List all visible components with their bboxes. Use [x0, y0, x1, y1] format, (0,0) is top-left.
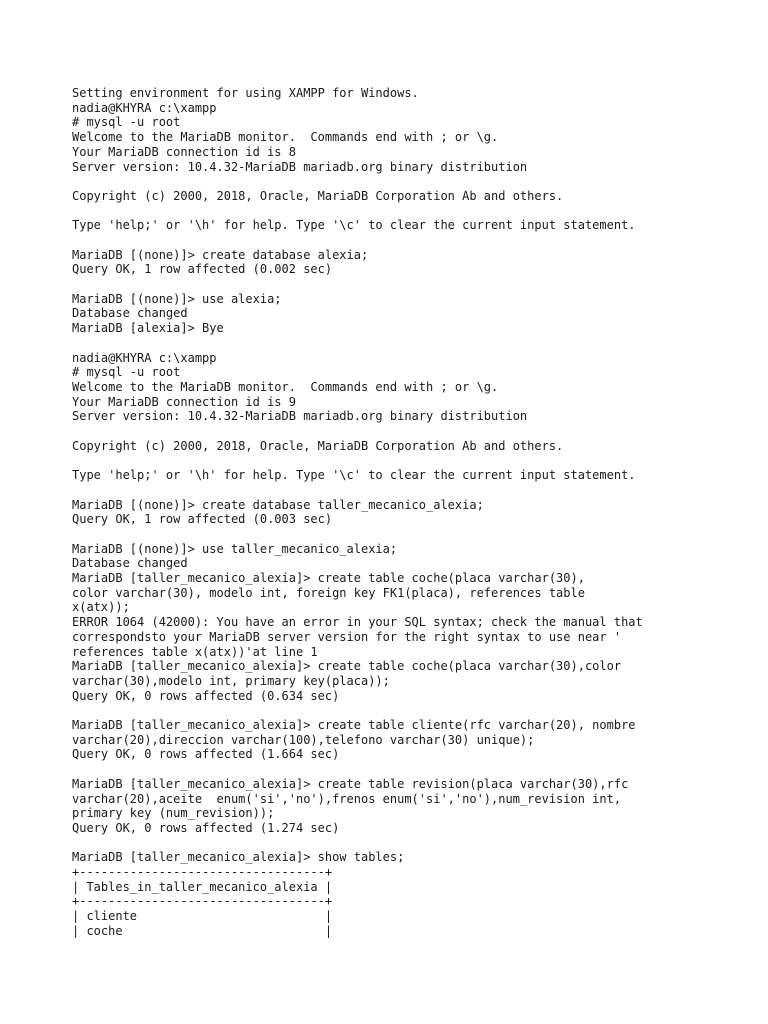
console-line	[72, 336, 732, 351]
console-line: references table x(atx))'at line 1	[72, 644, 318, 659]
console-line: MariaDB [(none)]> use taller_mecanico_alexia;	[72, 541, 398, 556]
console-line	[72, 204, 732, 219]
console-line: Welcome to the MariaDB monitor. Commands end with ; or \g.	[72, 130, 499, 145]
console-line: Your MariaDB connection id is 8	[72, 144, 296, 159]
console-line: +----------------------------------+	[72, 865, 333, 880]
console-line: Copyright (c) 2000, 2018, Oracle, MariaDB Corporation Ab and others.	[72, 438, 564, 453]
console-line: MariaDB [taller_mecanico_alexia]> create table cliente(rfc varchar(20), nombre	[72, 718, 636, 733]
console-line: varchar(20),direccion varchar(100),telefono varchar(30) unique);	[72, 732, 535, 747]
console-line	[72, 174, 732, 189]
console-line	[72, 233, 732, 248]
console-line: ERROR 1064 (42000): You have an error in your SQL syntax; check the manual that	[72, 615, 643, 630]
console-line: MariaDB [taller_mecanico_alexia]> show tables;	[72, 850, 405, 865]
console-line: Database changed	[72, 306, 188, 321]
console-line: nadia@KHYRA c:\xampp	[72, 100, 217, 115]
console-line: MariaDB [taller_mecanico_alexia]> create table revision(placa varchar(30),rfc	[72, 776, 629, 791]
console-line	[72, 762, 732, 777]
console-line: varchar(30),modelo int, primary key(placa));	[72, 673, 390, 688]
console-line: Server version: 10.4.32-MariaDB mariadb.org binary distribution	[72, 159, 528, 174]
console-line: Query OK, 0 rows affected (1.664 sec)	[72, 747, 340, 762]
console-line: nadia@KHYRA c:\xampp	[72, 350, 217, 365]
console-line: Welcome to the MariaDB monitor. Commands end with ; or \g.	[72, 379, 499, 394]
console-line: Query OK, 1 row affected (0.002 sec)	[72, 262, 333, 277]
console-line: MariaDB [taller_mecanico_alexia]> create table coche(placa varchar(30),color	[72, 659, 622, 674]
console-line	[72, 483, 732, 498]
console-line	[72, 424, 732, 439]
console-line: primary key (num_revision));	[72, 806, 275, 821]
console-line: Database changed	[72, 556, 188, 571]
console-line: | Tables_in_taller_mecanico_alexia |	[72, 879, 333, 894]
console-line: # mysql -u root	[72, 365, 181, 380]
console-line: MariaDB [taller_mecanico_alexia]> create table coche(placa varchar(30),	[72, 571, 585, 586]
console-line: Query OK, 1 row affected (0.003 sec)	[72, 512, 333, 527]
console-line	[72, 836, 732, 851]
console-line: Copyright (c) 2000, 2018, Oracle, MariaDB Corporation Ab and others.	[72, 188, 564, 203]
console-line: | coche |	[72, 923, 333, 938]
console-line: Type 'help;' or '\h' for help. Type '\c' to clear the current input statement.	[72, 468, 636, 483]
console-line: | cliente |	[72, 909, 333, 924]
console-line: x(atx));	[72, 600, 130, 615]
console-line: MariaDB [(none)]> use alexia;	[72, 291, 282, 306]
console-line: MariaDB [(none)]> create database taller_mecanico_alexia;	[72, 497, 484, 512]
console-line	[72, 453, 732, 468]
console-line: color varchar(30), modelo int, foreign key FK1(placa), references table	[72, 585, 585, 600]
console-line: Server version: 10.4.32-MariaDB mariadb.org binary distribution	[72, 409, 528, 424]
console-line: MariaDB [alexia]> Bye	[72, 321, 224, 336]
console-line: varchar(20),aceite enum('si','no'),frenos enum('si','no'),num_revision int,	[72, 791, 622, 806]
console-line: # mysql -u root	[72, 115, 181, 130]
console-line	[72, 277, 732, 292]
console-line	[72, 703, 732, 718]
console-transcript	[72, 86, 732, 939]
console-line: +----------------------------------+	[72, 894, 333, 909]
console-line: correspondsto your MariaDB server version for the right syntax to use near '	[72, 629, 622, 644]
console-line: MariaDB [(none)]> create database alexia;	[72, 247, 369, 262]
console-line: Type 'help;' or '\h' for help. Type '\c' to clear the current input statement.	[72, 218, 636, 233]
console-line	[72, 527, 732, 542]
console-line: Query OK, 0 rows affected (1.274 sec)	[72, 820, 340, 835]
console-line: Your MariaDB connection id is 9	[72, 394, 296, 409]
console-line: Query OK, 0 rows affected (0.634 sec)	[72, 688, 340, 703]
console-line: Setting environment for using XAMPP for Windows.	[72, 86, 419, 100]
